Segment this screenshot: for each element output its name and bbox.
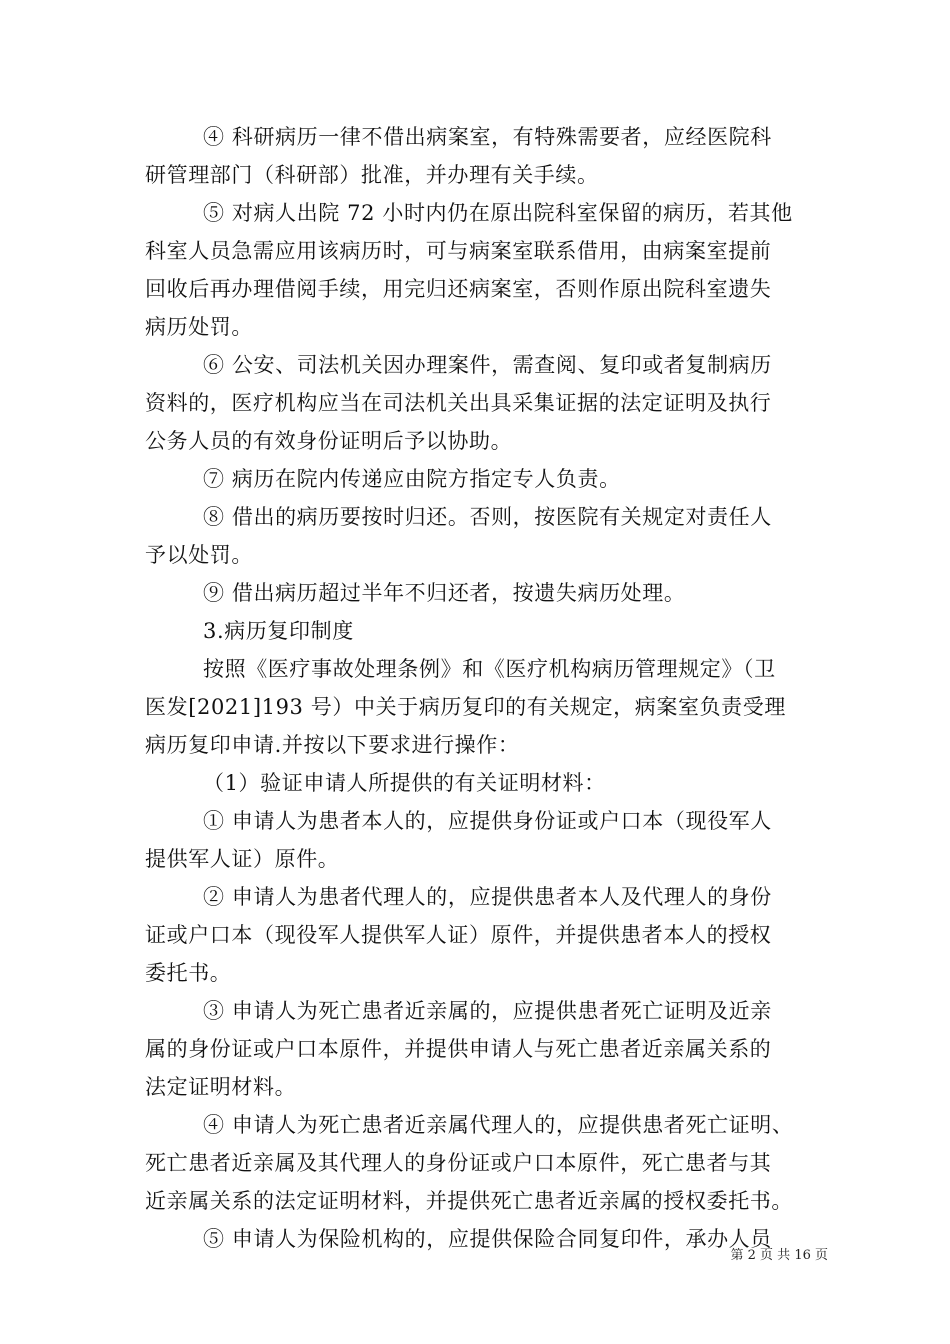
text-line: ① 申请人为患者本人的，应提供身份证或户口本（现役军人 — [203, 809, 772, 833]
text-line: ⑤ 申请人为保险机构的，应提供保险合同复印件，承办人员 — [203, 1227, 772, 1251]
text-line: ④ 申请人为死亡患者近亲属代理人的，应提供患者死亡证明、 — [203, 1113, 794, 1137]
text-line: 回收后再办理借阅手续，用完归还病案室，否则作原出院科室遗失 — [145, 277, 772, 301]
text-line: 死亡患者近亲属及其代理人的身份证或户口本原件，死亡患者与其 — [145, 1151, 772, 1175]
text-line: 资料的，医疗机构应当在司法机关出具采集证据的法定证明及执行 — [145, 391, 772, 415]
text-line: ④ 科研病历一律不借出病案室，有特殊需要者，应经医院科 — [203, 125, 772, 149]
text-line: ⑦ 病历在院内传递应由院方指定专人负责。 — [203, 467, 621, 491]
text-line: 3.病历复印制度 — [203, 619, 354, 643]
page-footer: 第 2 页 共 16 页 — [730, 1248, 828, 1263]
text-line: ⑧ 借出的病历要按时归还。否则，按医院有关规定对责任人 — [203, 505, 772, 529]
text-line: 委托书。 — [145, 961, 232, 985]
text-line: 予以处罚。 — [145, 543, 253, 567]
text-line: 公务人员的有效身份证明后予以协助。 — [145, 429, 513, 453]
text-line: ⑤ 对病人出院 72 小时内仍在原出院科室保留的病历，若其他 — [203, 201, 793, 225]
text-line: 医发[2021]193 号）中关于病历复印的有关规定，病案室负责受理 — [145, 695, 786, 719]
text-line: ② 申请人为患者代理人的，应提供患者本人及代理人的身份 — [203, 885, 772, 909]
text-line: 科室人员急需应用该病历时，可与病案室联系借用，由病案室提前 — [145, 239, 772, 263]
text-line: ⑥ 公安、司法机关因办理案件，需查阅、复印或者复制病历 — [203, 353, 772, 377]
text-line: 提供军人证）原件。 — [145, 847, 340, 871]
text-line: ⑨ 借出病历超过半年不归还者，按遗失病历处理。 — [203, 581, 686, 605]
text-line: 属的身份证或户口本原件，并提供申请人与死亡患者近亲属关系的 — [145, 1037, 772, 1061]
text-line: ③ 申请人为死亡患者近亲属的，应提供患者死亡证明及近亲 — [203, 999, 772, 1023]
text-line: 近亲属关系的法定证明材料，并提供死亡患者近亲属的授权委托书。 — [145, 1189, 793, 1213]
text-line: 证或户口本（现役军人提供军人证）原件，并提供患者本人的授权 — [145, 923, 772, 947]
text-line: 病历处罚。 — [145, 315, 253, 339]
text-line: 病历复印申请.并按以下要求进行操作： — [145, 733, 520, 757]
text-line: 按照《医疗事故处理条例》和《医疗机构病历管理规定》（卫 — [203, 657, 776, 681]
text-line: （1）验证申请人所提供的有关证明材料： — [203, 771, 606, 795]
text-line: 研管理部门（科研部）批准，并办理有关手续。 — [145, 163, 599, 187]
document-body — [145, 118, 810, 1258]
text-line: 法定证明材料。 — [145, 1075, 297, 1099]
